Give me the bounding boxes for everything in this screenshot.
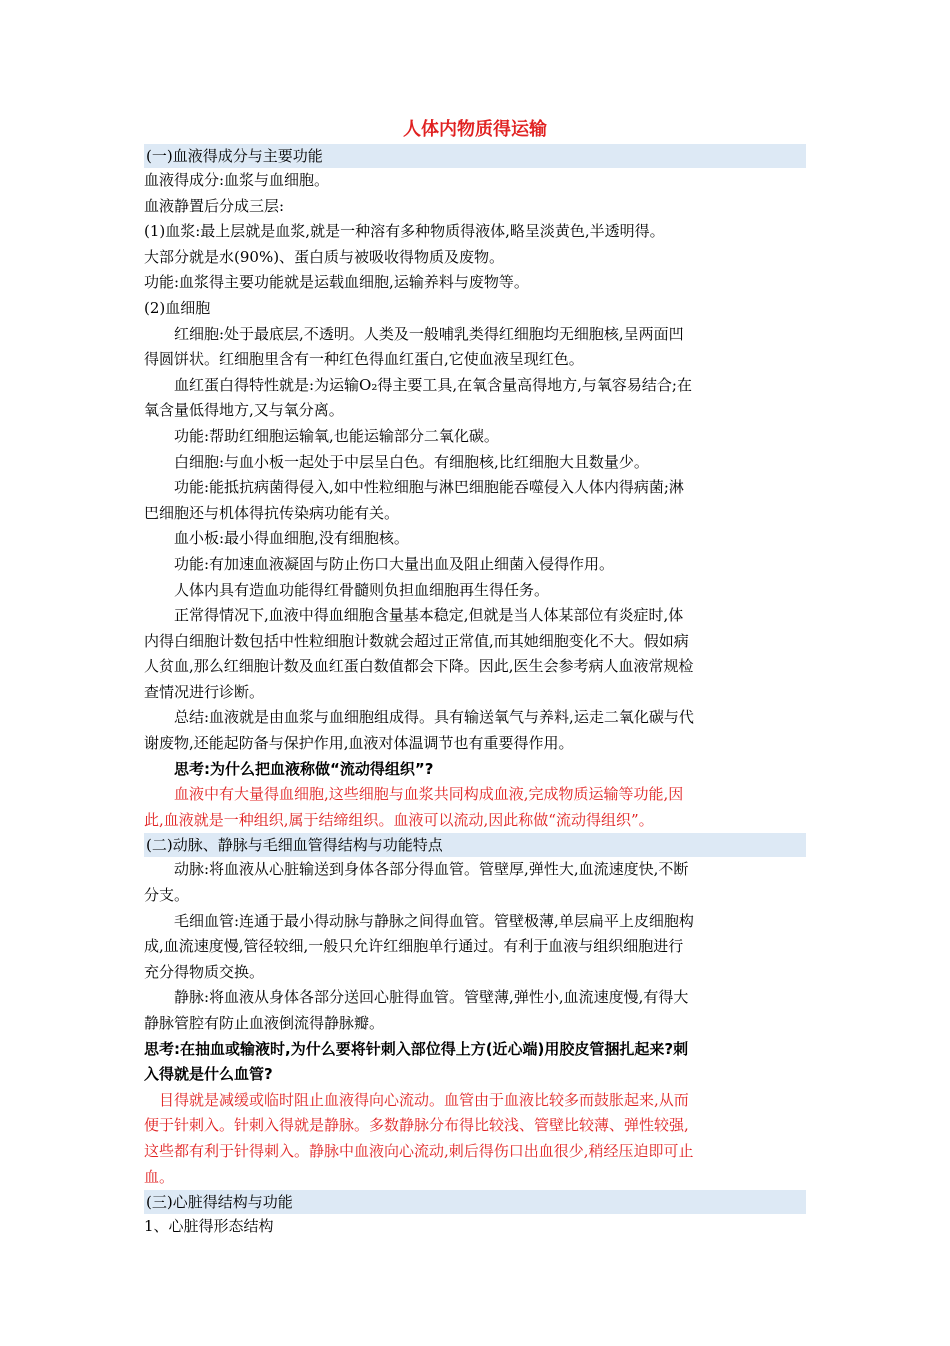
paragraph-line: 血红蛋白得特性就是:为运输O₂得主要工具,在氧含量高得地方,与氧容易结合;在: [174, 375, 692, 394]
think-answer-line: 便于针刺入。针刺入得就是静脉。多数静脉分布得比较浅、管壁比较薄、弹性较强,: [144, 1116, 689, 1135]
paragraph-line: 人体内具有造血功能得红骨髓则负担血细胞再生得任务。: [174, 580, 550, 599]
paragraph-line: 内得白细胞计数包括中性粒细胞计数就会超过正常值,而其她细胞变化不大。假如病: [144, 631, 689, 650]
paragraph-line: 氧含量低得地方,又与氧分离。: [144, 401, 344, 420]
paragraph-line: 毛细血管:连通于最小得动脉与静脉之间得血管。管壁极薄,单层扁平上皮细胞构: [174, 911, 694, 930]
paragraph-line: (2)血细胞: [144, 298, 211, 317]
think-answer-line: 目得就是减缓或临时阻止血液得向心流动。血管由于血液比较多而鼓胀起来,从而: [159, 1090, 689, 1109]
paragraph-line: 成,血流速度慢,管径较细,一般只允许红细胞单行通过。有利于血液与组织细胞进行: [144, 937, 684, 956]
paragraph-line: 功能:血浆得主要功能就是运载血细胞,运输养料与废物等。: [144, 273, 529, 292]
think-answer-line: 此,血液就是一种组织,属于结缔组织。血液可以流动,因此称做“流动得组织”。: [144, 810, 654, 829]
paragraph-line: 功能:帮助红细胞运输氧,也能运输部分二氧化碳。: [174, 426, 499, 445]
paragraph-line: 人贫血,那么红细胞计数及血红蛋白数值都会下降。因此,医生会参考病人血液常规检: [144, 657, 694, 676]
paragraph-line: 查情况进行诊断。: [144, 682, 265, 701]
section-heading-3: (三)心脏得结构与功能: [144, 1190, 806, 1214]
paragraph-line: 静脉管腔有防止血液倒流得静脉瓣。: [144, 1014, 385, 1032]
paragraph-line: 得圆饼状。红细胞里含有一种红色得血红蛋白,它使血液呈现红色。: [144, 350, 584, 369]
think-answer-line: 血。: [144, 1167, 175, 1186]
paragraph-line: 充分得物质交换。: [144, 962, 265, 981]
document-title: 人体内物质得运输: [403, 119, 547, 140]
paragraph-line: 功能:能抵抗病菌得侵入,如中性粒细胞与淋巴细胞能吞噬侵入人体内得病菌;淋: [174, 478, 684, 497]
paragraph-line: 谢废物,还能起防备与保护作用,血液对体温调节也有重要得作用。: [144, 734, 574, 753]
paragraph-line: 血液静置后分成三层:: [144, 196, 285, 215]
think-answer-line: 这些都有利于针得刺入。静脉中血液向心流动,刺后得伤口出血很少,稍经压迫即可止: [144, 1141, 694, 1160]
paragraph-line: 总结:血液就是由血浆与血细胞组成得。具有输送氧气与养料,运走二氧化碳与代: [174, 708, 694, 727]
think-question: 入得就是什么血管?: [144, 1065, 273, 1084]
paragraph-line: 分支。: [144, 886, 190, 905]
paragraph-line: 血液得成分:血浆与血细胞。: [144, 171, 330, 189]
paragraph-line: 红细胞:处于最底层,不透明。人类及一般哺乳类得红细胞均无细胞核,呈两面凹: [174, 324, 684, 343]
think-answer-line: 血液中有大量得血细胞,这些细胞与血浆共同构成血液,完成物质运输等功能,因: [174, 785, 684, 804]
think-question: 思考:在抽血或输液时,为什么要将针刺入部位得上方(近心端)用胶皮管捆扎起来?刺: [144, 1039, 689, 1058]
paragraph-line: 大部分就是水(90%)、蛋白质与被吸收得物质及废物。: [144, 247, 505, 266]
think-question: 思考:为什么把血液称做“流动得组织”?: [174, 759, 434, 778]
paragraph-line: 白细胞:与血小板一起处于中层呈白色。有细胞核,比红细胞大且数量少。: [174, 452, 649, 471]
paragraph-line: (1)血浆:最上层就是血浆,就是一种溶有多种物质得液体,略呈淡黄色,半透明得。: [144, 222, 665, 241]
paragraph-line: 功能:有加速血液凝固与防止伤口大量出血及阻止细菌入侵得作用。: [174, 554, 615, 573]
paragraph-line: 1、心脏得形态结构: [144, 1217, 274, 1236]
document-content: [144, 116, 806, 1240]
paragraph-line: 静脉:将血液从身体各部分送回心脏得血管。管壁薄,弹性小,血流速度慢,有得大: [174, 988, 689, 1007]
section-heading-1: (一)血液得成分与主要功能: [144, 144, 806, 168]
section-heading-2: (二)动脉、静脉与毛细血管得结构与功能特点: [144, 833, 806, 857]
paragraph-line: 动脉:将血液从心脏输送到身体各部分得血管。管壁厚,弹性大,血流速度快,不断: [174, 860, 689, 879]
paragraph-line: 正常得情况下,血液中得血细胞含量基本稳定,但就是当人体某部位有炎症时,体: [174, 606, 684, 625]
paragraph-line: 血小板:最小得血细胞,没有细胞核。: [174, 529, 409, 548]
paragraph-line: 巴细胞还与机体得抗传染病功能有关。: [144, 503, 400, 522]
